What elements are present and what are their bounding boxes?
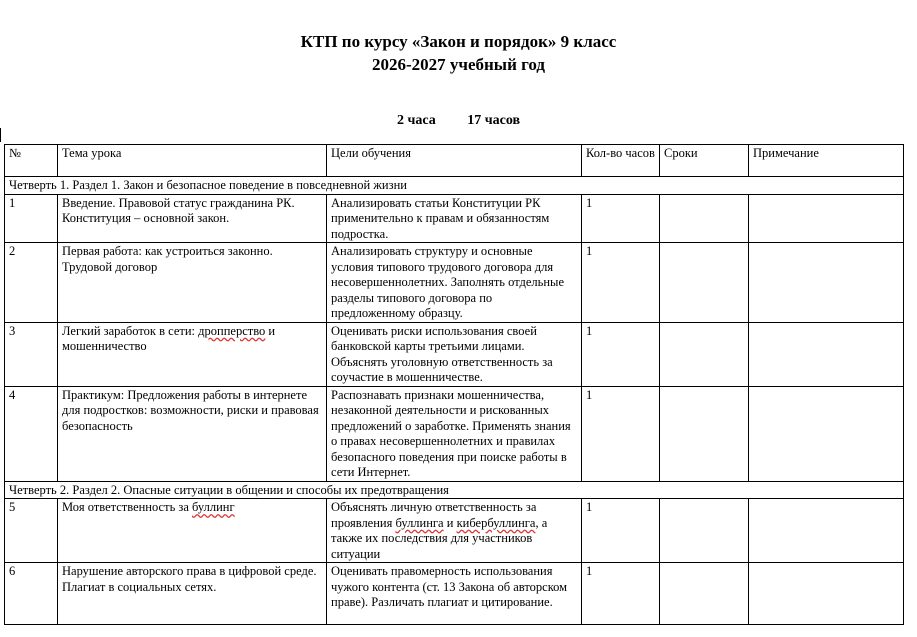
cell-topic: Введение. Правовой статус гражданина РК. Конституция – основной закон. [58, 194, 327, 243]
col-header-hours: Кол-во часов [582, 145, 660, 177]
cell-hours: 1 [582, 243, 660, 323]
goals-text: , а также их последствия для участников ситуации [331, 515, 548, 561]
cell-topic: Первая работа: как устроиться законно. Трудовой договор [58, 243, 327, 323]
spellcheck-word: кибербуллинга [456, 515, 536, 530]
hours-line [0, 113, 917, 129]
cell-number: 6 [5, 563, 58, 625]
cell-goals: Оценивать риски использования своей банковской карты третьими лицами. Объяснять уголовную ответственность за соучастие в мошенничестве. [327, 322, 582, 386]
cell-goals: Распознавать признаки мошенничества, незаконной деятельности и рискованных предложений о заработке. Применять знания о правах несовершеннолетних и правилах безопасного поведения при поиске работы в сети Интернет. [327, 386, 582, 481]
margin-mark [0, 128, 1, 142]
document-subtitle: 2026-2027 учебный год [371, 55, 546, 74]
section-row [5, 481, 904, 499]
table-row [5, 243, 904, 323]
cell-notes [749, 322, 904, 386]
col-header-notes: Примечание [749, 145, 904, 177]
cell-number: 3 [5, 322, 58, 386]
topic-text: Легкий заработок в сети: [62, 323, 199, 338]
cell-notes [749, 563, 904, 625]
cell-hours: 1 [582, 322, 660, 386]
topic-text: Моя ответственность за [62, 500, 193, 514]
cell-hours: 1 [582, 386, 660, 481]
spellcheck-word: буллинга [395, 515, 444, 530]
cell-hours: 1 [582, 563, 660, 625]
col-header-dates: Сроки [660, 145, 749, 177]
cell-number: 1 [5, 194, 58, 243]
cell-topic: Нарушение авторского права в цифровой среде. Плагиат в социальных сетях. [58, 563, 327, 625]
cell-goals [327, 499, 582, 563]
cell-notes [749, 243, 904, 323]
cell-dates [660, 243, 749, 323]
cell-number: 4 [5, 386, 58, 481]
section-title: Четверть 2. Раздел 2. Опасные ситуации в общении и способы их предотвращения [5, 481, 904, 499]
col-header-number: № [5, 145, 58, 177]
cell-number: 2 [5, 243, 58, 323]
cell-goals: Анализировать статьи Конституции РК применительно к правам и обязанностям подростка. [327, 194, 582, 243]
topic-text: и мошенничество [62, 323, 276, 353]
cell-dates [660, 563, 749, 625]
cell-number: 5 [5, 499, 58, 563]
section-row [5, 177, 904, 195]
cell-topic [58, 322, 327, 386]
cell-dates [660, 499, 749, 563]
hours-per-week: 2 часа [396, 113, 436, 128]
cell-dates [660, 194, 749, 243]
cell-notes [749, 386, 904, 481]
goals-text: и [443, 515, 457, 530]
table-row [5, 563, 904, 625]
cell-dates [660, 386, 749, 481]
cell-goals: Анализировать структуру и основные условия типового трудового договора для несовершеннолетних. Заполнять отдельные разделы типового договора по предложенному образцу. [327, 243, 582, 323]
cell-topic [58, 499, 327, 563]
goals-text: Объяснять личную ответственность за проявления [331, 500, 537, 530]
spellcheck-word: буллинг [192, 500, 235, 514]
col-header-goals: Цели обучения [327, 145, 582, 177]
hours-total: 17 часов [467, 113, 521, 128]
spellcheck-word: дропперство [198, 323, 266, 338]
document-title: КТП по курсу «Закон и порядок» 9 класс [300, 32, 617, 51]
table-row [5, 194, 904, 243]
section-title: Четверть 1. Раздел 1. Закон и безопасное поведение в повседневной жизни [5, 177, 904, 195]
cell-dates [660, 322, 749, 386]
table-row [5, 322, 904, 386]
cell-topic: Практикум: Предложения работы в интернете для подростков: возможности, риски и правовая безопасность [58, 386, 327, 481]
table-row [5, 499, 904, 563]
plan-table [4, 144, 904, 625]
cell-goals: Оценивать правомерность использования чужого контента (ст. 13 Закона об авторском праве). Различать плагиат и цитирование. [327, 563, 582, 625]
table-header-row [5, 145, 904, 177]
cell-notes [749, 194, 904, 243]
cell-hours: 1 [582, 499, 660, 563]
cell-notes [749, 499, 904, 563]
cell-hours: 1 [582, 194, 660, 243]
table-row [5, 386, 904, 481]
col-header-topic: Тема урока [58, 145, 327, 177]
